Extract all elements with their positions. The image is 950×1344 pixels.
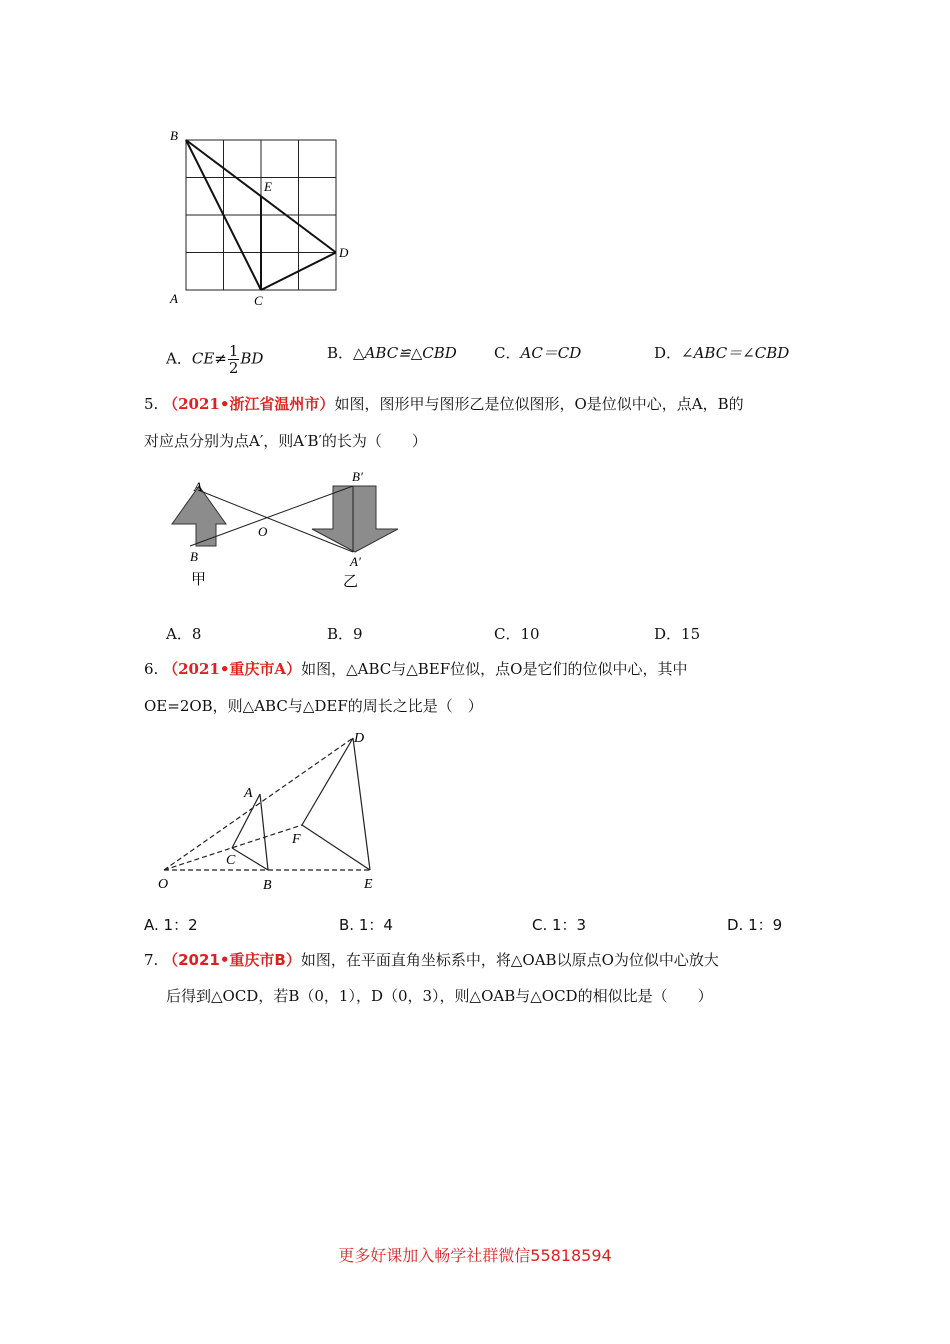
q5-label-aprime: A′ xyxy=(350,554,361,569)
q4-option-c: C．AC＝CD xyxy=(494,344,582,362)
q4-label-b: B xyxy=(170,128,178,143)
q4-option-b: B．△ABC≌△CBD xyxy=(327,344,457,362)
q5-label-b: B xyxy=(190,549,198,564)
q5-label-bprime: B′ xyxy=(352,469,363,484)
q5-stem-line1 xyxy=(144,394,744,414)
q5-number: 5. xyxy=(144,395,159,413)
q6-option-d: D. 1：9 xyxy=(727,916,783,934)
q5-label-jia: 甲 xyxy=(191,572,207,588)
q5-option-c: C．10 xyxy=(494,625,540,643)
q5-line1: 如图，图形甲与图形乙是位似图形，O是位似中心，点A，B的 xyxy=(334,395,744,413)
q6-option-b: B. 1：4 xyxy=(339,916,393,934)
q7-line1: 如图，在平面直角坐标系中，将△OAB以原点O为位似中心放大 xyxy=(300,951,719,969)
q5-label-a: A xyxy=(194,479,202,494)
q6-source: （2021•重庆市A） xyxy=(163,660,302,678)
q6-label-f: F xyxy=(292,832,301,847)
q4-label-c: C xyxy=(254,293,263,308)
q5-option-a: A．8 xyxy=(166,625,202,643)
q6-option-a: A. 1：2 xyxy=(144,916,198,934)
q4-grid-figure xyxy=(160,120,360,310)
q4-label-d: D xyxy=(339,245,349,260)
q6-triangles-figure xyxy=(150,722,400,902)
q5-source: （2021•浙江省温州市） xyxy=(163,395,335,413)
fraction-one-half: $\frac{1}{2}$ xyxy=(228,342,239,377)
q5-label-yi: 乙 xyxy=(343,574,359,590)
q4-option-a: A．CE≠ $\frac{1}{2}$ BD xyxy=(166,342,264,377)
q7-stem-line2: 后得到△OCD，若B（0，1），D（0，3），则△OAB与△OCD的相似比是（ ） xyxy=(166,987,713,1005)
q7-source: （2021•重庆市B） xyxy=(163,951,301,969)
q4-label-a: A xyxy=(170,291,178,306)
q6-stem-line2: OE=2OB，则△ABC与△DEF的周长之比是（ ） xyxy=(144,697,483,715)
q5-option-b: B．9 xyxy=(327,625,363,643)
q4-label-e: E xyxy=(264,179,272,194)
q4-option-d: D．∠ABC＝∠CBD xyxy=(654,344,790,362)
q6-label-a: A xyxy=(244,786,253,801)
q6-label-o: O xyxy=(158,877,169,892)
q7-number: 7. xyxy=(144,951,159,969)
q5-shape-jia xyxy=(172,486,226,546)
q6-label-e: E xyxy=(364,877,373,892)
q5-arrows-figure xyxy=(160,466,410,596)
q7-stem-line1 xyxy=(144,950,719,970)
q6-option-c: C. 1：3 xyxy=(532,916,587,934)
q6-label-c: C xyxy=(226,853,236,868)
q6-stem-line1 xyxy=(144,659,687,679)
q5-label-o: O xyxy=(258,524,268,539)
q5-stem-line2: 对应点分别为点A′，则A′B′的长为（ ） xyxy=(144,432,427,450)
q6-label-b: B xyxy=(263,878,272,893)
q5-option-d: D．15 xyxy=(654,625,701,643)
footer-ad: 更多好课加入畅学社群微信55818594 xyxy=(338,1246,612,1265)
q6-label-d: D xyxy=(354,731,365,746)
q6-number: 6. xyxy=(144,660,159,678)
q6-line1: 如图，△ABC与△BEF位似，点O是它们的位似中心，其中 xyxy=(301,660,688,678)
